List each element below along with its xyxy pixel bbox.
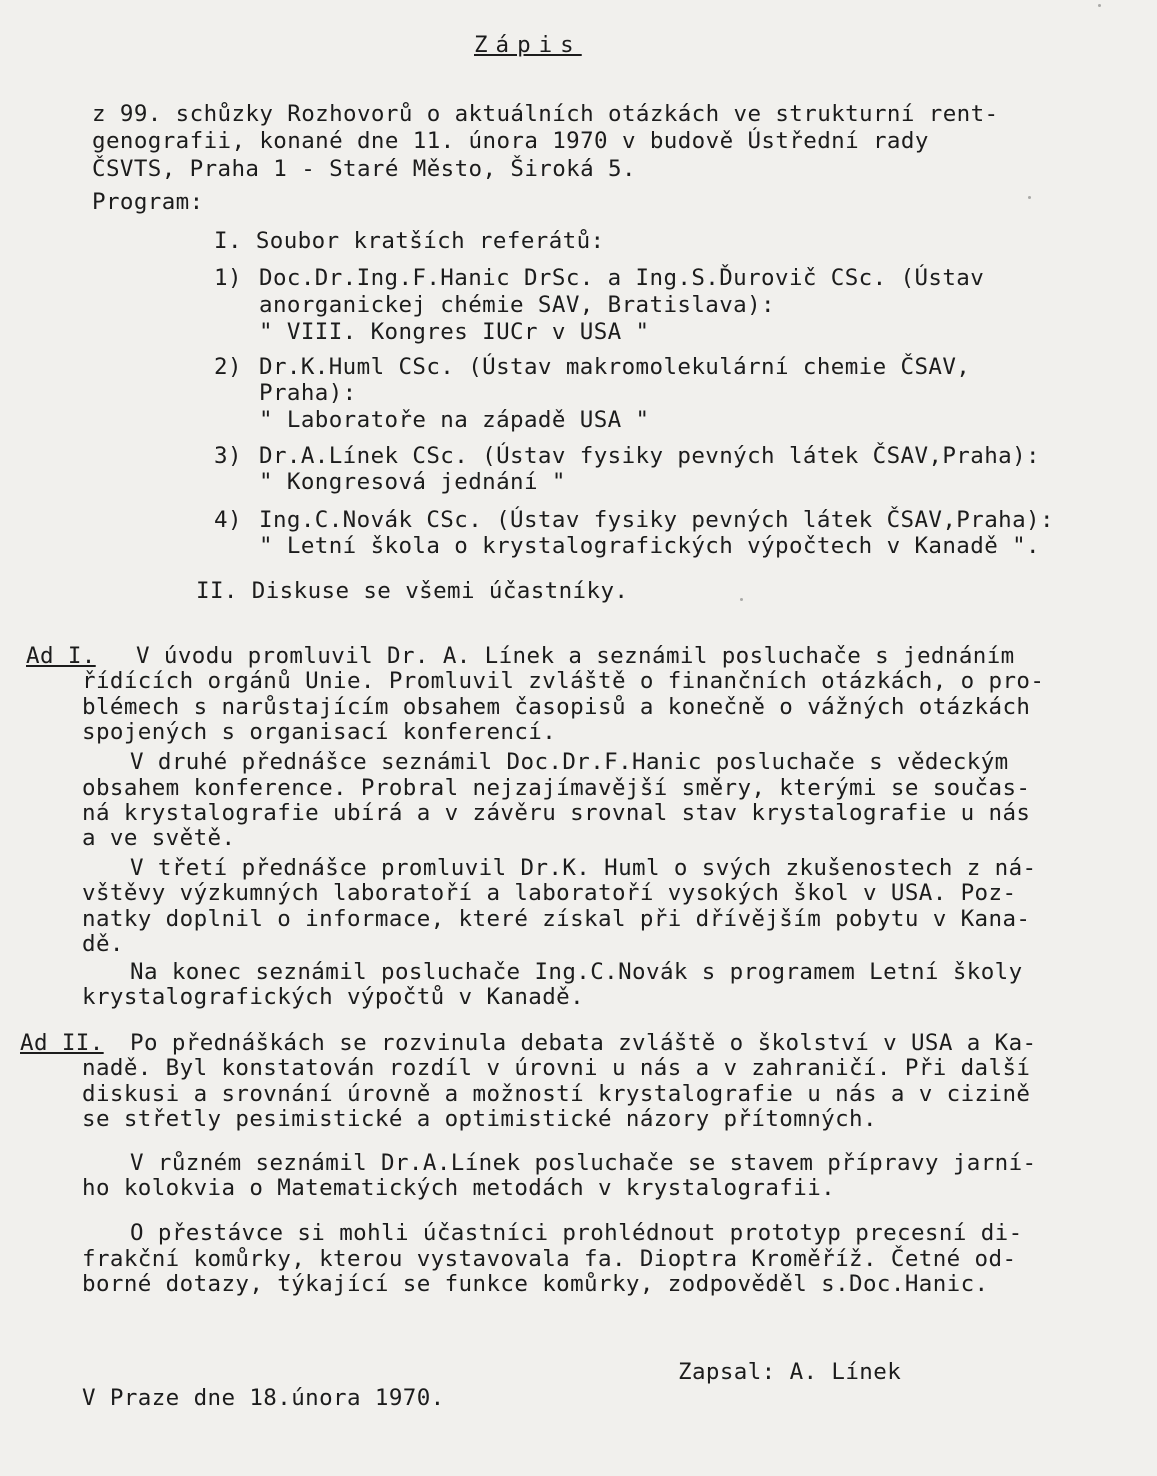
ad1-text-line: řídících orgánů Unie. Promluvil zvláště o finančních otázkách, o pro-: [82, 668, 1045, 694]
ad1-text-line: V druhé přednášce seznámil Doc.Dr.F.Hanic posluchače s vědeckým: [130, 749, 1009, 775]
program-label: Program:: [92, 189, 204, 215]
intro-line: genografii, konané dne 11. února 1970 v budově Ústřední rady: [92, 128, 929, 154]
ad2-text-line: borné dotazy, týkající se funkce komůrky, zodpověděl s.Doc.Hanic.: [82, 1271, 989, 1297]
ad1-text-line: spojených s organisací konferencí.: [82, 719, 557, 745]
ad1-text-line: blémech s narůstajícím obsahem časopisů a konečně o vážných otázkách: [82, 694, 1031, 720]
ad2-label: Ad II.: [20, 1030, 104, 1056]
ad1-text-line: dě.: [82, 931, 124, 957]
ad1-label: Ad I.: [26, 643, 96, 669]
ad2-text-line: frakční komůrky, kterou vystavovala fa. Dioptra Kroměříž. Četné od-: [82, 1246, 1017, 1272]
ad1-text-line: Na konec seznámil posluchače Ing.C.Novák s programem Letní školy: [130, 959, 1023, 985]
program-item-line: Ing.C.Novák CSc. (Ústav fysiky pevných látek ČSAV,Praha):: [259, 507, 1054, 533]
ad2-text-line: V různém seznámil Dr.A.Línek posluchače se stavem přípravy jarní-: [130, 1150, 1037, 1176]
ad2-text-line: ho kolokvia o Matematických metodách v krystalografii.: [82, 1175, 836, 1201]
ad1-text-line: vštěvy výzkumných laboratoří a laboratoří vysokých škol v USA. Poz-: [82, 880, 1017, 906]
ad2-text-line: diskusi a srovnání úrovně a možností krystalografie u nás a v cizině: [82, 1081, 1031, 1107]
ad1-text-line: natky doplnil o informace, které získal při dřívějším pobytu v Kana-: [82, 906, 1031, 932]
ad2-text-line: Po přednáškách se rozvinula debata zvláště o školství v USA a Ka-: [130, 1030, 1037, 1056]
ad2-text-line: O přestávce si mohli účastníci prohlédnout prototyp precesní di-: [130, 1220, 1023, 1246]
ad1-text-line: krystalografických výpočtů v Kanadě.: [82, 984, 585, 1010]
program-item-line: Doc.Dr.Ing.F.Hanic DrSc. a Ing.S.Ďurovič CSc. (Ústav: [259, 265, 985, 291]
program-item-number: 3): [214, 443, 242, 469]
program-item-number: 2): [214, 354, 242, 380]
place-date: V Praze dne 18.února 1970.: [82, 1385, 445, 1411]
program-item-number: 4): [214, 507, 242, 533]
ad1-text-line: a ve světě.: [82, 825, 236, 851]
program-section-2: II. Diskuse se všemi účastníky.: [196, 578, 629, 604]
program-item-line: " Kongresová jednání ": [259, 469, 566, 495]
ad1-text-line: V úvodu promluvil Dr. A. Línek a seznámil posluchače s jednáním: [136, 643, 1015, 669]
ad1-text-line: obsahem konference. Probral nejzajímavější směry, kterými se součas-: [82, 775, 1031, 801]
program-item-line: " Letní škola o krystalografických výpočtech v Kanadě ".: [259, 533, 1040, 559]
program-item-line: Dr.K.Huml CSc. (Ústav makromolekulární chemie ČSAV,: [259, 354, 971, 380]
program-item-line: Dr.A.Línek CSc. (Ústav fysiky pevných látek ČSAV,Praha):: [259, 443, 1040, 469]
ad2-text-line: se střetly pesimistické a optimistické názory přítomných.: [82, 1106, 877, 1132]
program-item-line: " Laboratoře na západě USA ": [259, 407, 650, 433]
program-section-1: I. Soubor kratších referátů:: [214, 228, 605, 254]
ad1-text-line: ná krystalografie ubírá a v závěru srovnal stav krystalografie u nás: [82, 800, 1031, 826]
ad2-text-line: nadě. Byl konstatován rozdíl v úrovni u nás a v zahraničí. Při další: [82, 1055, 1031, 1081]
intro-line: ČSVTS, Praha 1 - Staré Město, Široká 5.: [92, 156, 636, 182]
ad1-text-line: V třetí přednášce promluvil Dr.K. Huml o svých zkušenostech z ná-: [130, 855, 1037, 881]
document-title: Zápis: [474, 32, 582, 58]
intro-line: z 99. schůzky Rozhovorů o aktuálních otázkách ve strukturní rent-: [92, 101, 999, 127]
program-item-line: Praha):: [259, 380, 357, 406]
program-item-number: 1): [214, 265, 242, 291]
signature: Zapsal: A. Línek: [678, 1359, 902, 1385]
program-item-line: " VIII. Kongres IUCr v USA ": [259, 319, 650, 345]
program-item-line: anorganickej chémie SAV, Bratislava):: [259, 292, 776, 318]
